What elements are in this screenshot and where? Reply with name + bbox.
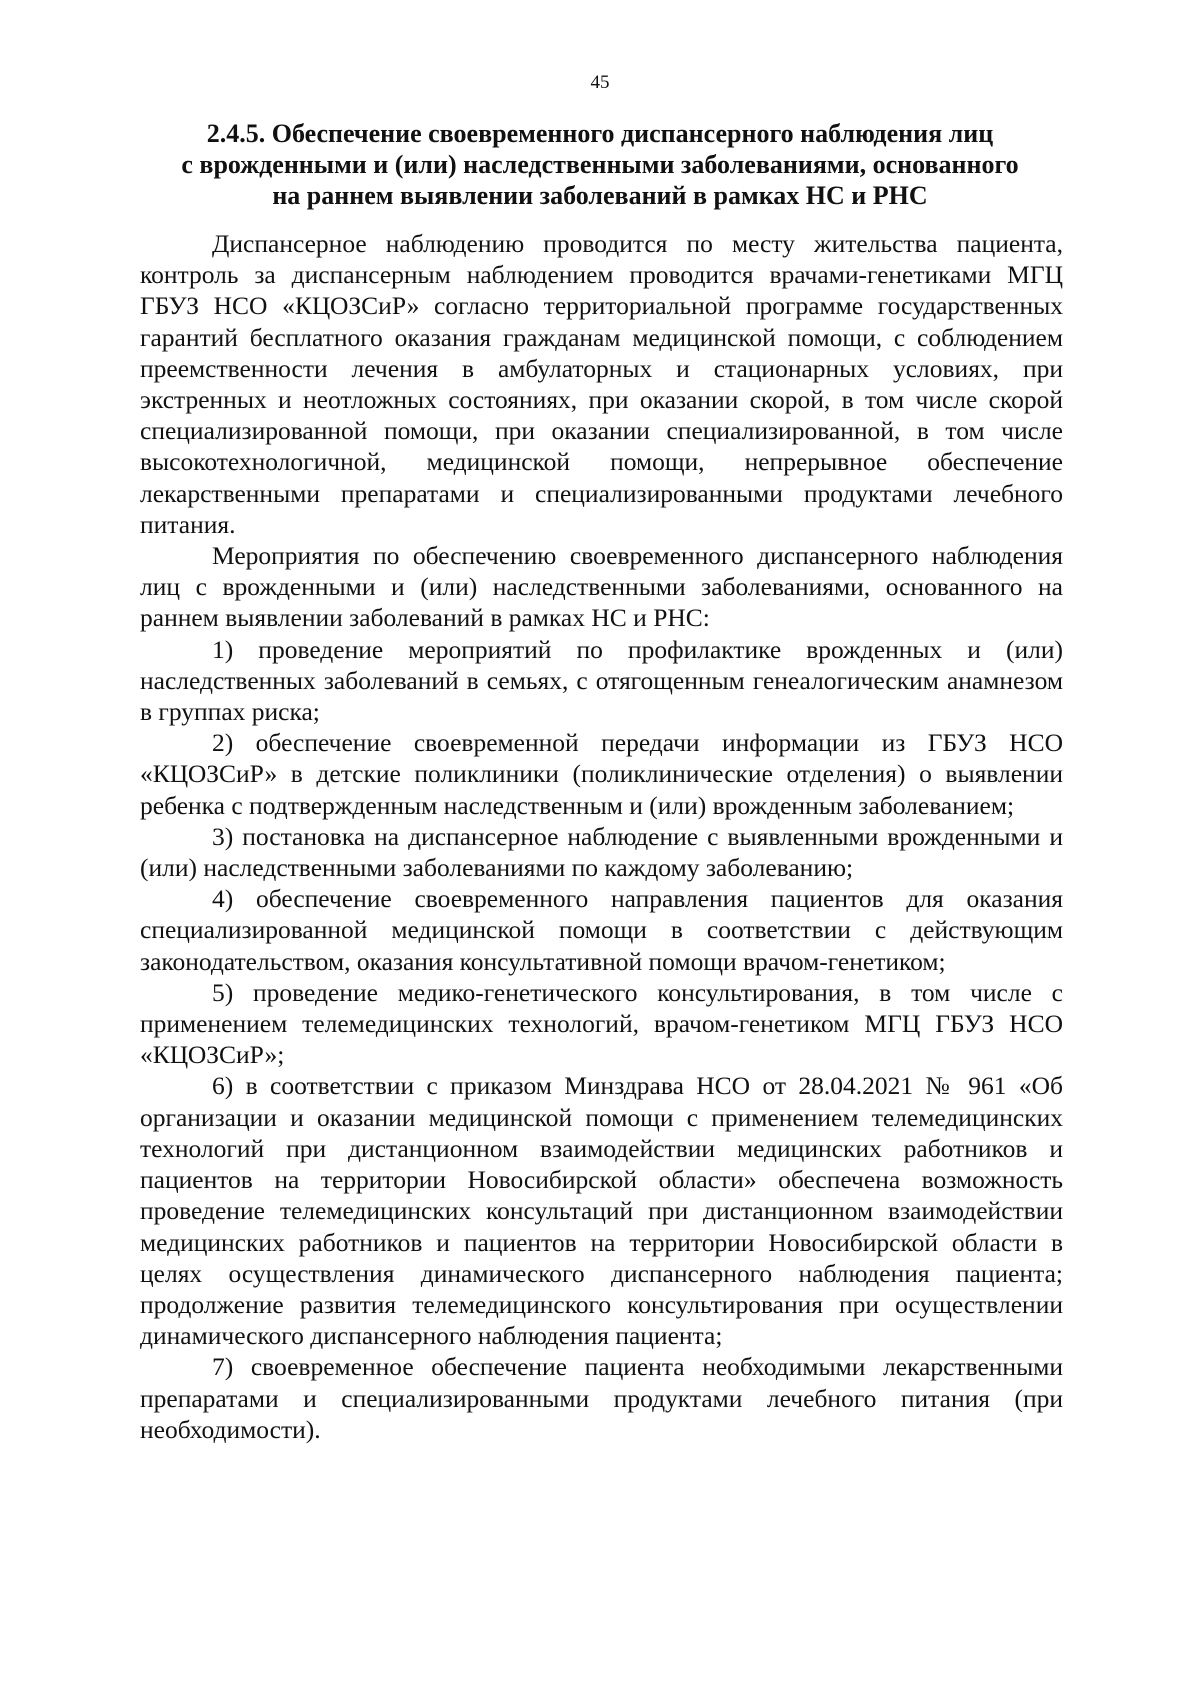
paragraph-measures-intro: Мероприятия по обеспечению своевременного диспансерного наблюдения лиц с врожденными и (или) наследственными заболеваниями, основанного на раннем выявлении заболеваний в рамках НС и РНС: bbox=[140, 541, 1063, 633]
list-item-2: 2) обеспечение своевременной передачи информации из ГБУЗ НСО «КЦОЗСиР» в детские поликлиники (поликлинические отделения) о выявлении ребенка с подтвержденным наследственным и (или) врожденным заболеванием; bbox=[140, 728, 1063, 820]
section-heading bbox=[140, 118, 1060, 211]
list-item-1: 1) проведение мероприятий по профилактике врожденных и (или) наследственных заболеваний в семьях, с отягощенным генеалогическим анамнезом в группах риска; bbox=[140, 634, 1063, 727]
body-text bbox=[140, 228, 1063, 1445]
page-number: 45 bbox=[590, 72, 610, 93]
section-heading-line-1: 2.4.5. Обеспечение своевременного диспансерного наблюдения лиц bbox=[206, 119, 994, 148]
list-item-3: 3) постановка на диспансерное наблюдение с выявленными врожденными и (или) наследственными заболеваниями по каждому заболеванию; bbox=[140, 821, 1063, 883]
list-item-7: 7) своевременное обеспечение пациента необходимыми лекарственными препаратами и специализированными продуктами лечебного питания (при необходимости). bbox=[140, 1352, 1063, 1444]
section-heading-line-3: на раннем выявлении заболеваний в рамках НС и РНС bbox=[272, 181, 928, 210]
paragraph-intro: Диспансерное наблюдению проводится по месту жительства пациента, контроль за диспансерным наблюдением проводится врачами-генетиками МГЦ ГБУЗ НСО «КЦОЗСиР» согласно территориальной программе государственных гарантий бесплатного оказания гражданам медицинской помощи, с соблюдением преемственности лечения в амбулаторных и стационарных условиях, при экстренных и неотложных состояниях, при оказании скорой, в том числе скорой специализированной помощи, при оказании специализированной, в том числе высокотехнологичной, медицинской помощи, непрерывное обеспечение лекарственными препаратами и специализированными продуктами лечебного питания. bbox=[140, 229, 1063, 539]
list-item-4: 4) обеспечение своевременного направления пациентов для оказания специализированной медицинской помощи в соответствии с действующим законодательством, оказания консультативной помощи врачом-генетиком; bbox=[140, 884, 1063, 976]
list-item-5: 5) проведение медико-генетического консультирования, в том числе с применением телемедицинских технологий, врачом-генетиком МГЦ ГБУЗ НСО «КЦОЗСиР»; bbox=[140, 977, 1063, 1070]
section-heading-line-2: с врожденными и (или) наследственными заболеваниями, основанного bbox=[181, 150, 1019, 179]
list-item-6: 6) в соответствии с приказом Минздрава НСО от 28.04.2021 № 961 «Об организации и оказании медицинской помощи с применением телемедицинских технологий при дистанционном взаимодействии медицинских работников и пациентов на территории Новосибирской области» обеспечена возможность проведение телемедицинских консультаций при дистанционном взаимодействии медицинских работников и пациентов на территории Новосибирской области в целях осуществления динамического диспансерного наблюдения пациента; продолжение развития телемедицинского консультирования при осуществлении динамического диспансерного наблюдения пациента; bbox=[140, 1071, 1063, 1351]
